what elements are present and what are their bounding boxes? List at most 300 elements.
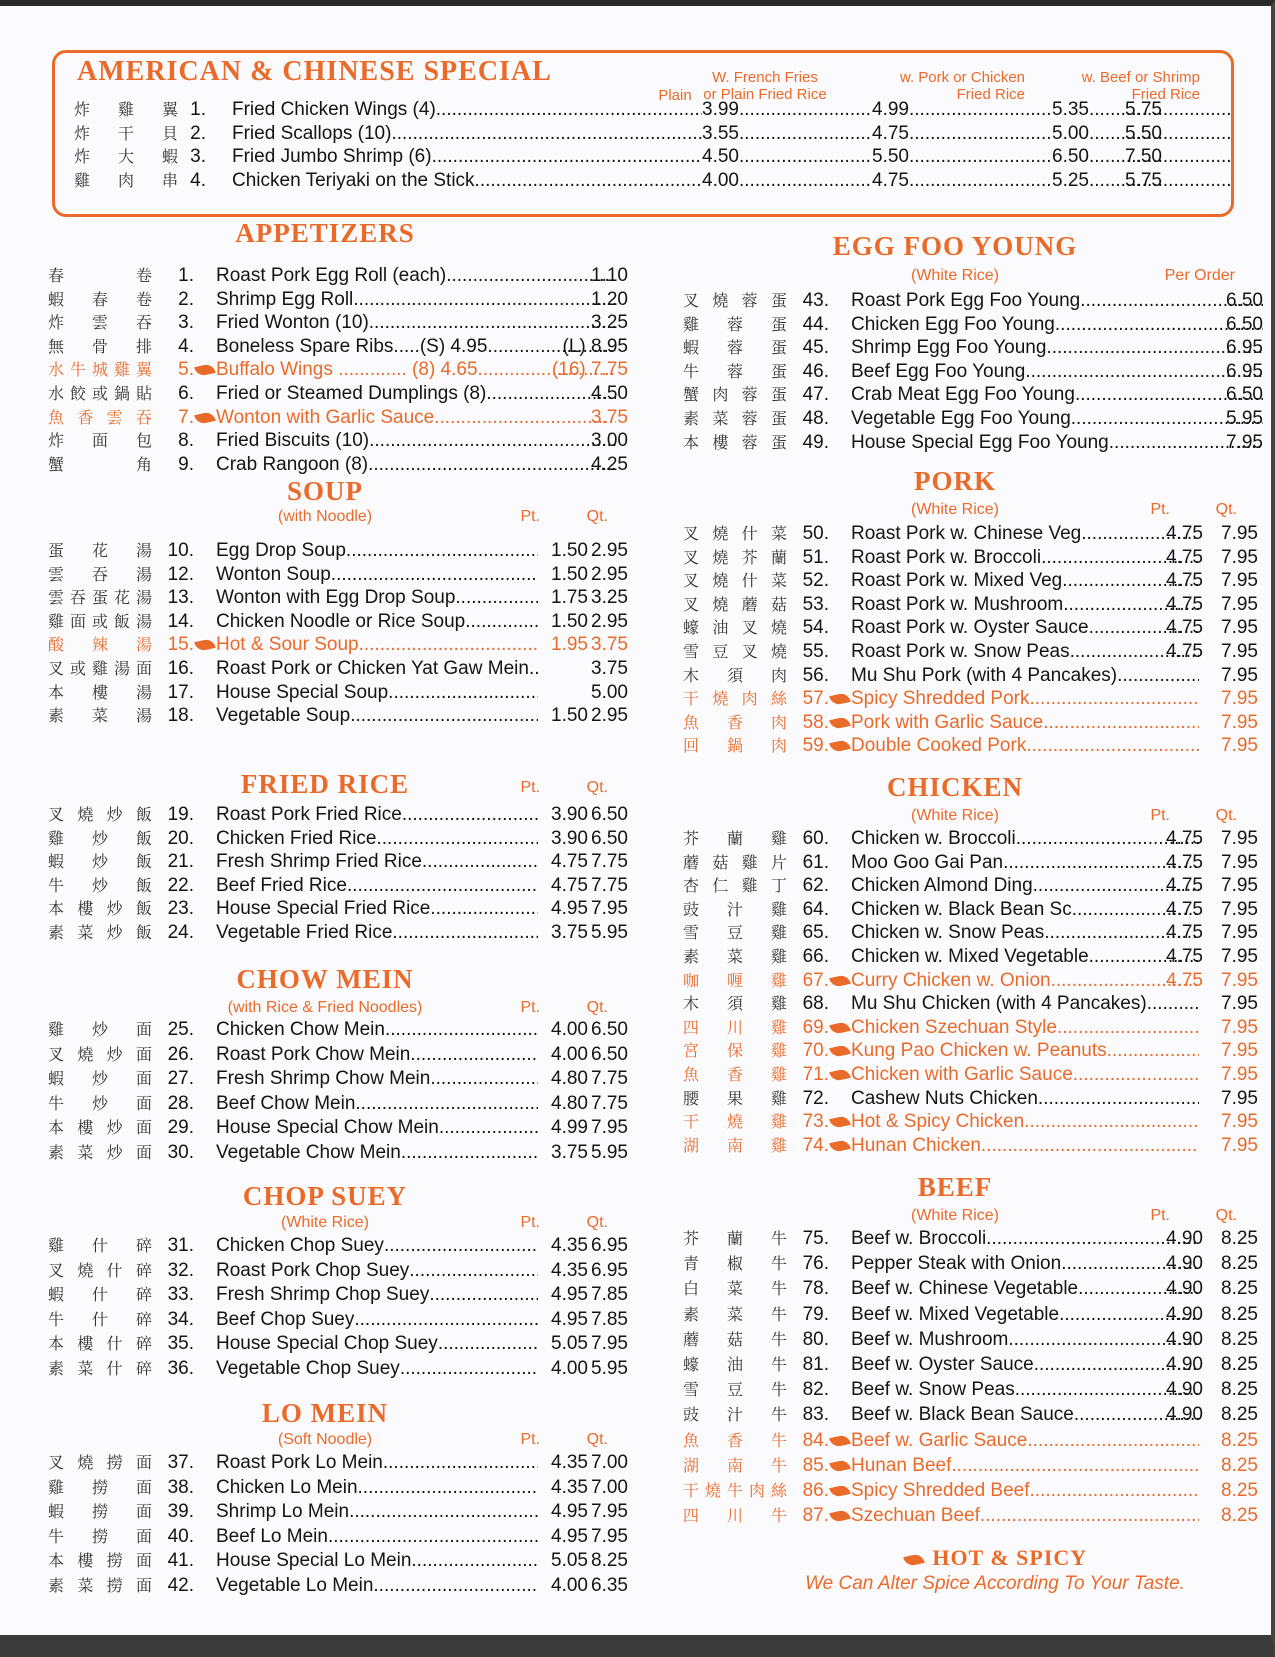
dot-leader <box>429 1283 538 1307</box>
item-number: 53. <box>802 593 829 615</box>
item-name: Hunan Beef <box>851 1454 952 1476</box>
chinese-name: 叉燒炒飯 <box>48 805 152 824</box>
item-name: Vegetable Lo Mein <box>216 1575 374 1596</box>
price-pint: 4.35 <box>551 1476 588 1498</box>
item-number: 2. <box>178 288 194 310</box>
chinese-name: 叉燒蘑菇 <box>683 594 787 614</box>
menu-item-row <box>48 874 628 898</box>
item-number: 6. <box>178 383 194 404</box>
item-number: 3. <box>178 312 194 334</box>
item-number: 8. <box>178 430 194 452</box>
menu-item-row <box>683 1277 1263 1301</box>
chinese-name: 干燒牛肉絲 <box>683 1481 787 1500</box>
item-name: Beef Chow Mein <box>216 1092 356 1114</box>
menu-item-row <box>683 360 1263 384</box>
menu-item-row <box>683 1479 1263 1503</box>
item-number: 20. <box>167 827 194 849</box>
item-number: 48. <box>802 408 829 429</box>
price-quart: 7.95 <box>1221 735 1258 757</box>
price-pint: 4.95 <box>551 1501 588 1523</box>
chinese-name: 魚香雞 <box>683 1065 787 1084</box>
price-quart: 7.95 <box>1221 969 1258 991</box>
item-name: Beef w. Broccoli <box>851 1228 987 1249</box>
chinese-name: 木須肉 <box>683 665 787 685</box>
pork-qt-header: Qt. <box>1215 501 1237 518</box>
dot-leader <box>391 122 702 146</box>
item-name: Beef Egg Foo Young <box>851 360 1026 382</box>
menu-item-row <box>48 311 628 335</box>
chinese-name: 叉或雞湯面 <box>48 659 152 678</box>
menu-item-row <box>683 1504 1263 1528</box>
price-quart: 7.95 <box>1221 1040 1258 1062</box>
price-quart: 8.25 <box>1221 1278 1258 1300</box>
section-subtitle-beef: (White Rice) <box>910 1207 999 1224</box>
item-name: Wonton with Garlic Sauce <box>216 406 435 428</box>
item-number: 16. <box>167 658 194 679</box>
dot-leader <box>909 98 1052 122</box>
menu-item-row <box>683 546 1263 570</box>
chinese-name: 蘑菇雞片 <box>683 852 787 872</box>
item-name: Beef w. Snow Peas <box>851 1379 1015 1401</box>
chinese-name: 回鍋肉 <box>683 736 787 756</box>
special-item-row <box>74 169 1174 193</box>
item-name-line <box>851 616 1199 640</box>
item-name: Fried or Steamed Dumplings (8) <box>216 383 487 404</box>
price-order: 6.50 <box>1226 290 1263 311</box>
dot-leader <box>358 1476 538 1500</box>
menu-item-row <box>683 874 1263 898</box>
item-name: Hot & Sour Soup <box>216 634 359 656</box>
price-p1: 4.50 <box>702 146 739 167</box>
price-quart: 7.00 <box>591 1476 628 1498</box>
item-number: 75. <box>802 1228 829 1249</box>
item-name: Beef w. Oyster Sauce <box>851 1354 1034 1375</box>
item-number: 67. <box>802 969 829 991</box>
price-pint: 5.05 <box>551 1550 588 1572</box>
chinese-name: 蝦蓉蛋 <box>683 338 787 358</box>
chinese-name: 本樓湯 <box>48 682 152 702</box>
section-title-egg-foo-young: EGG FOO YOUNG <box>832 231 1078 261</box>
item-name: Boneless Spare Ribs.....(S) 4.95 <box>216 335 488 357</box>
chinese-name: 春卷 <box>48 266 152 285</box>
chinese-name: 蛋花湯 <box>48 541 152 560</box>
chinese-name: 炸雞翼 <box>74 100 178 119</box>
price-pint: 4.99 <box>551 1117 588 1139</box>
item-name-line <box>851 1378 1199 1402</box>
item-name: Fresh Shrimp Chop Suey <box>216 1284 430 1306</box>
chinese-name: 魚香雲吞 <box>48 407 152 427</box>
menu-item-row <box>48 264 628 288</box>
menu-item-row <box>48 1308 628 1332</box>
menu-item-row <box>683 1134 1263 1158</box>
hot-spicy-legend <box>800 1545 1190 1595</box>
menu-item-row <box>48 1116 628 1140</box>
price-p3: 6.50 <box>1052 146 1089 167</box>
price-quart: 7.95 <box>1221 570 1258 592</box>
chinese-name: 雪豆叉燒 <box>683 642 787 661</box>
item-name-line <box>851 1504 1199 1528</box>
price-pint: 4.75 <box>1166 593 1203 615</box>
menu-item-row <box>683 1454 1263 1478</box>
menu-item-row <box>48 1500 628 1524</box>
menu-item-row <box>683 921 1263 945</box>
chinese-name: 干燒雞 <box>683 1112 787 1132</box>
item-name-line <box>216 633 538 657</box>
item-number: 25. <box>167 1019 194 1040</box>
item-number: 58. <box>802 711 829 733</box>
item-price: 1.20 <box>591 288 628 310</box>
dot-leader <box>388 681 538 705</box>
price-order: 6.95 <box>1226 337 1263 359</box>
price-quart: 7.75 <box>591 874 628 896</box>
item-name: Double Cooked Pork <box>851 735 1027 757</box>
dot-leader <box>384 1234 538 1258</box>
item-name-line <box>216 827 538 851</box>
menu-item-row <box>683 640 1263 664</box>
chinese-name: 四川雞 <box>683 1017 787 1037</box>
menu-item-row <box>48 610 628 634</box>
item-number: 59. <box>802 735 829 757</box>
section-subtitle-chop-suey: (White Rice) <box>280 1214 369 1231</box>
item-name-line <box>232 98 702 122</box>
item-number: 56. <box>802 664 829 686</box>
price-pint: 4.75 <box>1166 828 1203 849</box>
price-pint: 4.95 <box>551 1525 588 1547</box>
chinese-name: 白菜牛 <box>683 1279 787 1299</box>
item-number: 36. <box>167 1358 194 1379</box>
price-pint: 4.90 <box>1166 1354 1203 1375</box>
item-name-line <box>851 711 1199 735</box>
price-pint: 4.90 <box>1166 1303 1203 1325</box>
item-name-line <box>216 539 538 563</box>
chinese-name: 酸辣湯 <box>48 635 152 655</box>
price-with-leader <box>872 98 1052 122</box>
chinese-name: 牛炒飯 <box>48 875 152 895</box>
item-name-line <box>851 1063 1199 1087</box>
item-price: (L) 8.95 <box>562 335 628 357</box>
menu-item-row <box>683 734 1263 758</box>
hot-spicy-title <box>800 1545 1190 1571</box>
menu-item-row <box>48 539 628 563</box>
item-name-line <box>216 1549 538 1573</box>
menu-item-row <box>683 1227 1263 1251</box>
item-name-line <box>851 1134 1199 1158</box>
chinese-name: 蟹角 <box>48 454 152 474</box>
item-name-line <box>216 1116 538 1140</box>
beef-qt-header: Qt. <box>1215 1207 1237 1224</box>
price-pint: 4.00 <box>551 1358 588 1379</box>
item-number: 42. <box>167 1575 194 1596</box>
menu-item-row <box>683 1403 1263 1427</box>
dot-leader <box>739 145 872 169</box>
item-number: 49. <box>802 431 829 453</box>
item-number: 83. <box>802 1404 829 1426</box>
item-name: Chicken w. Mixed Vegetable <box>851 946 1089 967</box>
item-number: 13. <box>167 587 194 609</box>
price-quart: 7.95 <box>1221 617 1258 639</box>
item-name: Chicken Chop Suey <box>216 1235 384 1256</box>
item-name: Chicken Chow Mein <box>216 1019 385 1040</box>
item-number: 18. <box>167 705 194 727</box>
item-name-line <box>216 1259 538 1283</box>
menu-item-row <box>683 431 1263 455</box>
chinese-name: 素菜牛 <box>683 1304 787 1324</box>
price-pint: 4.00 <box>551 1019 588 1040</box>
item-number: 43. <box>802 290 829 311</box>
item-name: Vegetable Chop Suey <box>216 1358 400 1379</box>
menu-item-row <box>683 898 1263 922</box>
dot-leader <box>1117 664 1199 688</box>
item-number: 2. <box>190 122 206 144</box>
special-item-row <box>74 98 1174 122</box>
item-name-line <box>851 945 1199 969</box>
chinese-name: 牛炒面 <box>48 1093 152 1113</box>
chili-pepper-icon <box>829 692 851 706</box>
chinese-name: 腰果雞 <box>683 1088 787 1108</box>
price-quart: 7.95 <box>591 1333 628 1355</box>
item-number: 23. <box>167 898 194 920</box>
chinese-name: 素菜炒飯 <box>48 923 152 942</box>
item-name: House Special Chop Suey <box>216 1333 438 1355</box>
item-name: Chicken Almond Ding <box>851 875 1033 897</box>
item-name-line <box>216 1476 538 1500</box>
price-quart: 2.95 <box>591 610 628 632</box>
item-name: Fried Chicken Wings (4) <box>232 99 436 120</box>
item-number: 15. <box>167 634 194 656</box>
item-name: Roast Pork w. Mushroom <box>851 593 1064 615</box>
item-name-line <box>851 1277 1199 1301</box>
item-name: Hot & Spicy Chicken <box>851 1111 1025 1133</box>
chili-pepper-icon <box>829 1509 851 1523</box>
menu-item-row <box>48 633 628 657</box>
chinese-name: 水餃或鍋貼 <box>48 384 152 403</box>
chinese-name: 炸大蝦 <box>74 147 178 166</box>
price-quart: 5.95 <box>591 1142 628 1163</box>
price-quart: 7.95 <box>1221 875 1258 897</box>
item-number: 54. <box>802 617 829 639</box>
price-pint: 4.75 <box>1166 946 1203 967</box>
chinese-name: 雞撈面 <box>48 1477 152 1497</box>
item-number: 10. <box>167 540 194 561</box>
item-name-line <box>216 1357 538 1381</box>
section-subtitle-soup: (with Noodle) <box>277 508 373 525</box>
item-name-line <box>216 897 538 921</box>
item-name-line <box>851 687 1199 711</box>
item-name-line <box>851 1454 1199 1478</box>
item-number: 39. <box>167 1501 194 1523</box>
price-quart: 8.25 <box>1221 1328 1258 1350</box>
menu-item-row <box>683 1303 1263 1327</box>
item-price: 3.75 <box>591 406 628 428</box>
menu-item-row <box>683 687 1263 711</box>
item-name-line <box>216 657 538 681</box>
price-pint: 4.75 <box>1166 617 1203 639</box>
item-number: 24. <box>167 922 194 943</box>
col-header-pork-line1: w. Pork or Chicken <box>899 69 1025 86</box>
menu-item-row <box>48 1574 628 1598</box>
chinese-name: 杏仁雞丁 <box>683 876 787 896</box>
item-name-line <box>851 1039 1199 1063</box>
item-number: 68. <box>802 993 829 1015</box>
item-number: 31. <box>167 1235 194 1256</box>
item-name: Beef w. Mushroom <box>851 1328 1009 1350</box>
menu-item-row <box>48 1332 628 1356</box>
price-quart: 3.25 <box>591 587 628 609</box>
dot-leader <box>1147 992 1199 1016</box>
item-name: Roast Pork Chop Suey <box>216 1259 410 1281</box>
price-pint: 4.90 <box>1166 1379 1203 1401</box>
item-name: Chicken with Garlic Sauce <box>851 1064 1073 1085</box>
price-pint: 4.00 <box>551 1043 588 1065</box>
chinese-name: 雞蓉蛋 <box>683 314 787 334</box>
price-pint: 4.95 <box>551 1284 588 1306</box>
dot-leader <box>411 1549 538 1573</box>
item-name: Vegetable Egg Foo Young <box>851 408 1071 429</box>
chili-pepper-icon <box>829 739 851 753</box>
menu-item-row <box>48 586 628 610</box>
section-title-fried-rice: FRIED RICE <box>240 769 410 799</box>
chow-mein-qt-header: Qt. <box>586 999 608 1016</box>
lo-mein-pt-header: Pt. <box>520 1431 540 1448</box>
item-name-line <box>851 546 1199 570</box>
item-name: Shrimp Lo Mein <box>216 1501 350 1523</box>
price-with-leader <box>702 169 872 193</box>
dot-leader <box>328 1525 538 1549</box>
section-title-chop-suey: CHOP SUEY <box>242 1181 408 1211</box>
item-name: Roast Pork Egg Roll (each) <box>216 265 447 286</box>
col-header-beef-line2: Fried Rice <box>1131 86 1200 103</box>
price-p3: 5.00 <box>1052 122 1089 144</box>
price-order: 6.95 <box>1226 360 1263 382</box>
special-item-row <box>74 122 1174 146</box>
price-pint: 4.00 <box>551 1575 588 1596</box>
item-name: Beef Fried Rice <box>216 874 347 896</box>
price-order: 7.95 <box>1226 431 1263 453</box>
chinese-name: 素菜湯 <box>48 706 152 726</box>
item-name-line <box>216 586 538 610</box>
menu-item-row <box>683 827 1263 851</box>
item-name: Moo Goo Gai Pan <box>851 851 1004 873</box>
price-pint: 3.75 <box>551 922 588 943</box>
item-name: Beef Lo Mein <box>216 1525 328 1547</box>
price-quart: 6.95 <box>591 1259 628 1281</box>
chinese-name: 雞什碎 <box>48 1236 152 1255</box>
price-quart: 5.00 <box>591 681 628 703</box>
chinese-name: 本樓什碎 <box>48 1334 152 1354</box>
item-number: 14. <box>167 610 194 632</box>
dot-leader <box>355 1092 538 1116</box>
chinese-name: 四川牛 <box>683 1506 787 1526</box>
item-name: House Special Chow Mein <box>216 1117 439 1139</box>
price-p4: 5.75 <box>1125 169 1162 191</box>
dot-leader <box>1073 1063 1199 1087</box>
item-name: Roast Pork Lo Mein <box>216 1452 383 1473</box>
price-with-leader <box>702 145 872 169</box>
price-p1: 4.00 <box>702 169 739 191</box>
item-name-line <box>851 851 1199 875</box>
chinese-name: 炸干貝 <box>74 123 178 143</box>
item-name: Curry Chicken w. Onion <box>851 969 1051 991</box>
price-with-leader <box>872 145 1052 169</box>
chinese-name: 素菜蓉蛋 <box>683 409 787 428</box>
chinese-name: 木須雞 <box>683 994 787 1014</box>
chinese-name: 蝦撈面 <box>48 1502 152 1522</box>
item-number: 61. <box>802 851 829 873</box>
price-quart: 7.95 <box>1221 898 1258 920</box>
menu-item-row <box>683 992 1263 1016</box>
price-pint: 4.35 <box>551 1452 588 1473</box>
item-name-line <box>216 874 538 898</box>
price-quart: 7.95 <box>1221 688 1258 710</box>
item-name: Mu Shu Chicken (with 4 Pancakes) <box>851 993 1147 1015</box>
item-number: 65. <box>802 922 829 944</box>
item-name-line <box>216 1283 538 1307</box>
item-name-line <box>851 1403 1199 1427</box>
price-pint: 1.50 <box>551 705 588 727</box>
price-pint: 4.75 <box>1166 851 1203 873</box>
price-quart: 7.95 <box>1221 946 1258 967</box>
menu-item-row <box>48 827 628 851</box>
price-quart: 5.95 <box>591 922 628 943</box>
item-name: Chicken Egg Foo Young <box>851 313 1055 335</box>
price-with-leader <box>872 122 1052 146</box>
item-name-line <box>216 704 538 728</box>
price-pint: 4.75 <box>1166 875 1203 897</box>
item-number: 76. <box>802 1253 829 1275</box>
chili-pepper-icon <box>829 1139 851 1153</box>
price-with-leader <box>872 169 1052 193</box>
item-name-line <box>851 1479 1199 1503</box>
chinese-name: 芥蘭牛 <box>683 1229 787 1248</box>
spice-note: We Can Alter Spice According To Your Taste. <box>805 1573 1185 1594</box>
item-name-line <box>851 734 1199 758</box>
dot-leader <box>346 539 538 563</box>
item-number: 7. <box>178 406 194 428</box>
chinese-name: 牛什碎 <box>48 1309 152 1329</box>
dot-leader <box>392 921 538 945</box>
price-pint: 4.80 <box>551 1068 588 1090</box>
item-number: 73. <box>802 1111 829 1133</box>
chili-pepper-icon <box>194 411 216 425</box>
item-name: Beef w. Mixed Vegetable <box>851 1303 1060 1325</box>
item-name-line <box>851 827 1199 851</box>
item-name: Shrimp Egg Roll <box>216 288 354 310</box>
item-name-line <box>216 1525 538 1549</box>
price-quart: 7.95 <box>1221 828 1258 849</box>
menu-item-row <box>48 406 628 430</box>
item-name-line <box>216 1018 538 1042</box>
price-p4: 7.50 <box>1125 146 1162 167</box>
chili-pepper-icon <box>829 1484 851 1498</box>
item-number: 35. <box>167 1333 194 1355</box>
item-number: 32. <box>167 1259 194 1281</box>
dot-leader <box>373 1574 538 1598</box>
chinese-name: 叉燒炒面 <box>48 1044 152 1064</box>
dot-leader <box>331 563 538 587</box>
item-number: 57. <box>802 688 829 710</box>
item-name: Cashew Nuts Chicken <box>851 1087 1038 1109</box>
price-quart: 7.95 <box>591 1117 628 1139</box>
menu-item-row <box>683 616 1263 640</box>
price-p4: 5.50 <box>1125 122 1162 144</box>
price-quart: 7.75 <box>591 1092 628 1114</box>
item-name: Chicken w. Black Bean Sc <box>851 898 1072 920</box>
chinese-name: 叉燒什碎 <box>48 1260 152 1280</box>
item-name-line <box>851 921 1199 945</box>
item-number: 44. <box>802 313 829 335</box>
item-name: Fried Biscuits (10) <box>216 430 370 452</box>
menu-item-row <box>683 1378 1263 1402</box>
